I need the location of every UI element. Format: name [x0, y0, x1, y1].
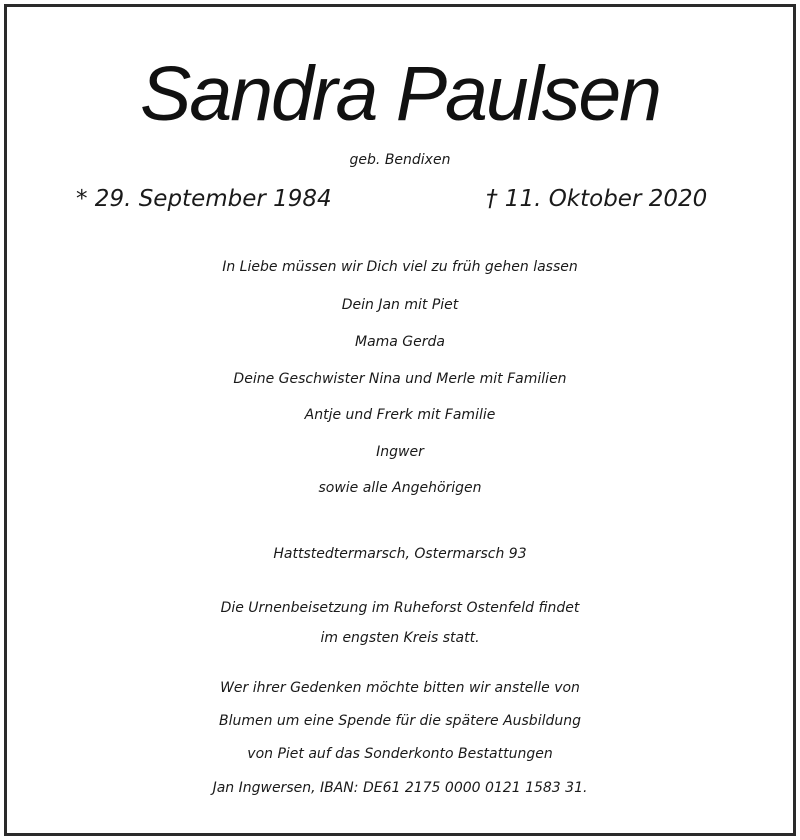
deceased-name: Sandra Paulsen: [140, 51, 660, 137]
donation-line: von Piet auf das Sonderkonto Bestattungen: [247, 746, 553, 762]
mourner-line: Antje und Frerk mit Familie: [304, 407, 496, 423]
mourner-line: Deine Geschwister Nina und Merle mit Familien: [233, 371, 567, 387]
mourner-line: Dein Jan mit Piet: [341, 297, 459, 313]
burial-line: Die Urnenbeisetzung im Ruheforst Ostenfeld findet: [220, 600, 580, 616]
maiden-name: geb. Bendixen: [349, 152, 451, 168]
address-line: Hattstedtermarsch, Ostermarsch 93: [273, 546, 527, 562]
birth-date: * 29. September 1984: [76, 186, 332, 212]
donation-line: Blumen um eine Spende für die spätere Ausbildung: [218, 713, 581, 729]
burial-line: im engsten Kreis statt.: [320, 630, 480, 646]
intro-line: In Liebe müssen wir Dich viel zu früh gehen lassen: [222, 259, 578, 275]
death-date: † 11. Oktober 2020: [486, 186, 708, 212]
mourner-line: Ingwer: [376, 444, 424, 460]
mourner-line: Mama Gerda: [354, 334, 445, 350]
donation-line: Wer ihrer Gedenken möchte bitten wir anstelle von: [220, 680, 580, 696]
mourner-line: sowie alle Angehörigen: [318, 480, 482, 496]
donation-line: Jan Ingwersen, IBAN: DE61 2175 0000 0121 1583 31.: [212, 780, 588, 796]
